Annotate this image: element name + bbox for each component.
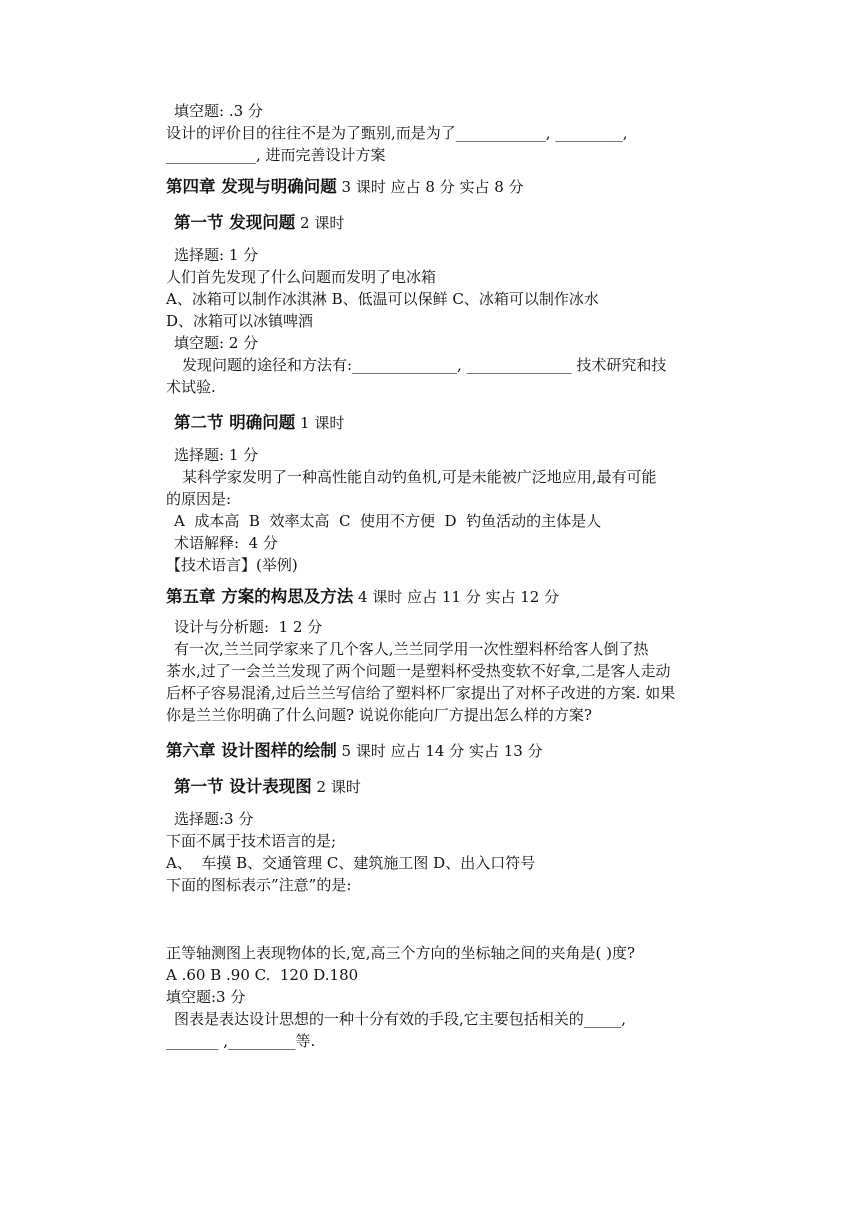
fill-blank-question-cont: ____________, 进而完善设计方案 [166,146,386,164]
design-analysis-label: 设计与分析题: 1 2 分 [174,618,323,636]
section-title: 第一节 发现问题 [174,213,296,232]
question-options: A、 车摸 B、交通管理 C、建筑施工图 D、出入口符号 [166,854,536,872]
fill-blank-label: 填空题: 2 分 [174,334,259,352]
chapter-title: 第六章 设计图样的绘制 [166,741,337,760]
question-options-cont: D、冰箱可以冰镇啤酒 [166,312,314,330]
fill-blank-question-cont: 术试验. [166,378,216,396]
choice-label: 选择题:3 分 [174,810,254,828]
term-label: 术语解释: 4 分 [174,534,278,552]
icon-area-placeholder [166,896,736,942]
question-text-cont: 茶水,过了一会兰兰发现了两个问题一是塑料杯受热变软不好拿,二是客人走动 [166,662,671,680]
question-options: A 成本高 B 效率太高 C 使用不方便 D 钓鱼活动的主体是人 [174,512,602,530]
section-title: 第二节 明确问题 [174,413,296,432]
section-meta: 1 课时 [295,414,345,432]
chapter-meta: 5 课时 应占 14 分 实占 13 分 [336,742,543,760]
section-meta: 2 课时 [295,214,345,232]
chapter-meta: 3 课时 应占 8 分 实占 8 分 [336,178,524,196]
chapter-title: 第五章 方案的构思及方法 [166,587,354,606]
fill-blank-question: 图表是表达设计思想的一种十分有效的手段,它主要包括相关的_____, [174,1010,627,1028]
chapter-title: 第四章 发现与明确问题 [166,177,337,196]
document-page [166,100,736,1052]
chapter-6-heading [166,740,736,762]
fill-blank-label: 填空题:3 分 [166,988,246,1006]
fill-blank-question: 设计的评价目的往往不是为了甄别,而是为了____________, _________, [166,124,628,142]
section-discover-heading [174,212,736,234]
question-text: 下面不属于技术语言的是; [166,832,337,850]
question-text: 某科学家发明了一种高性能自动钓鱼机,可是未能被广泛地应用,最有可能 [182,468,657,486]
choice-label: 选择题: 1 分 [174,246,259,264]
chapter-meta: 4 课时 应占 11 分 实占 12 分 [353,588,560,606]
term-item: 【技术语言】(举例) [166,556,298,574]
fill-blank-question-cont: _______ ,_________等. [166,1032,316,1050]
section-meta: 2 课时 [311,778,361,796]
question-text-cont: 的原因是: [166,490,232,508]
question-options: A、冰箱可以制作冰淇淋 B、低温可以保鲜 C、冰箱可以制作冰水 [166,290,599,308]
question-options: A .60 B .90 C. 120 D.180 [166,966,359,984]
fill-blank-label: 填空题: .3 分 [174,102,263,120]
chapter-5-heading [166,586,736,608]
section-title: 第一节 设计表现图 [174,777,312,796]
question-text-cont: 你是兰兰你明确了什么问题? 说说你能向厂方提出怎么样的方案? [166,706,592,724]
choice-label: 选择题: 1 分 [174,446,259,464]
question-text: 下面的图标表示”注意”的是: [166,876,352,894]
question-text-cont: 后杯子容易混淆,过后兰兰写信给了塑料杯厂家提出了对杯子改进的方案. 如果 [166,684,676,702]
chapter-4-heading [166,176,736,198]
fill-blank-question: 发现问题的途径和方法有:______________, ______________ 技术研究和技 [182,356,667,374]
question-text: 人们首先发现了什么问题而发明了电冰箱 [166,268,437,286]
question-text: 正等轴测图上表现物体的长,宽,高三个方向的坐标轴之间的夹角是( )度? [166,944,636,962]
question-text: 有一次,兰兰同学家来了几个客人,兰兰同学用一次性塑料杯给客人倒了热 [174,640,649,658]
section-clarify-heading [174,412,736,434]
section-representation-heading [174,776,736,798]
